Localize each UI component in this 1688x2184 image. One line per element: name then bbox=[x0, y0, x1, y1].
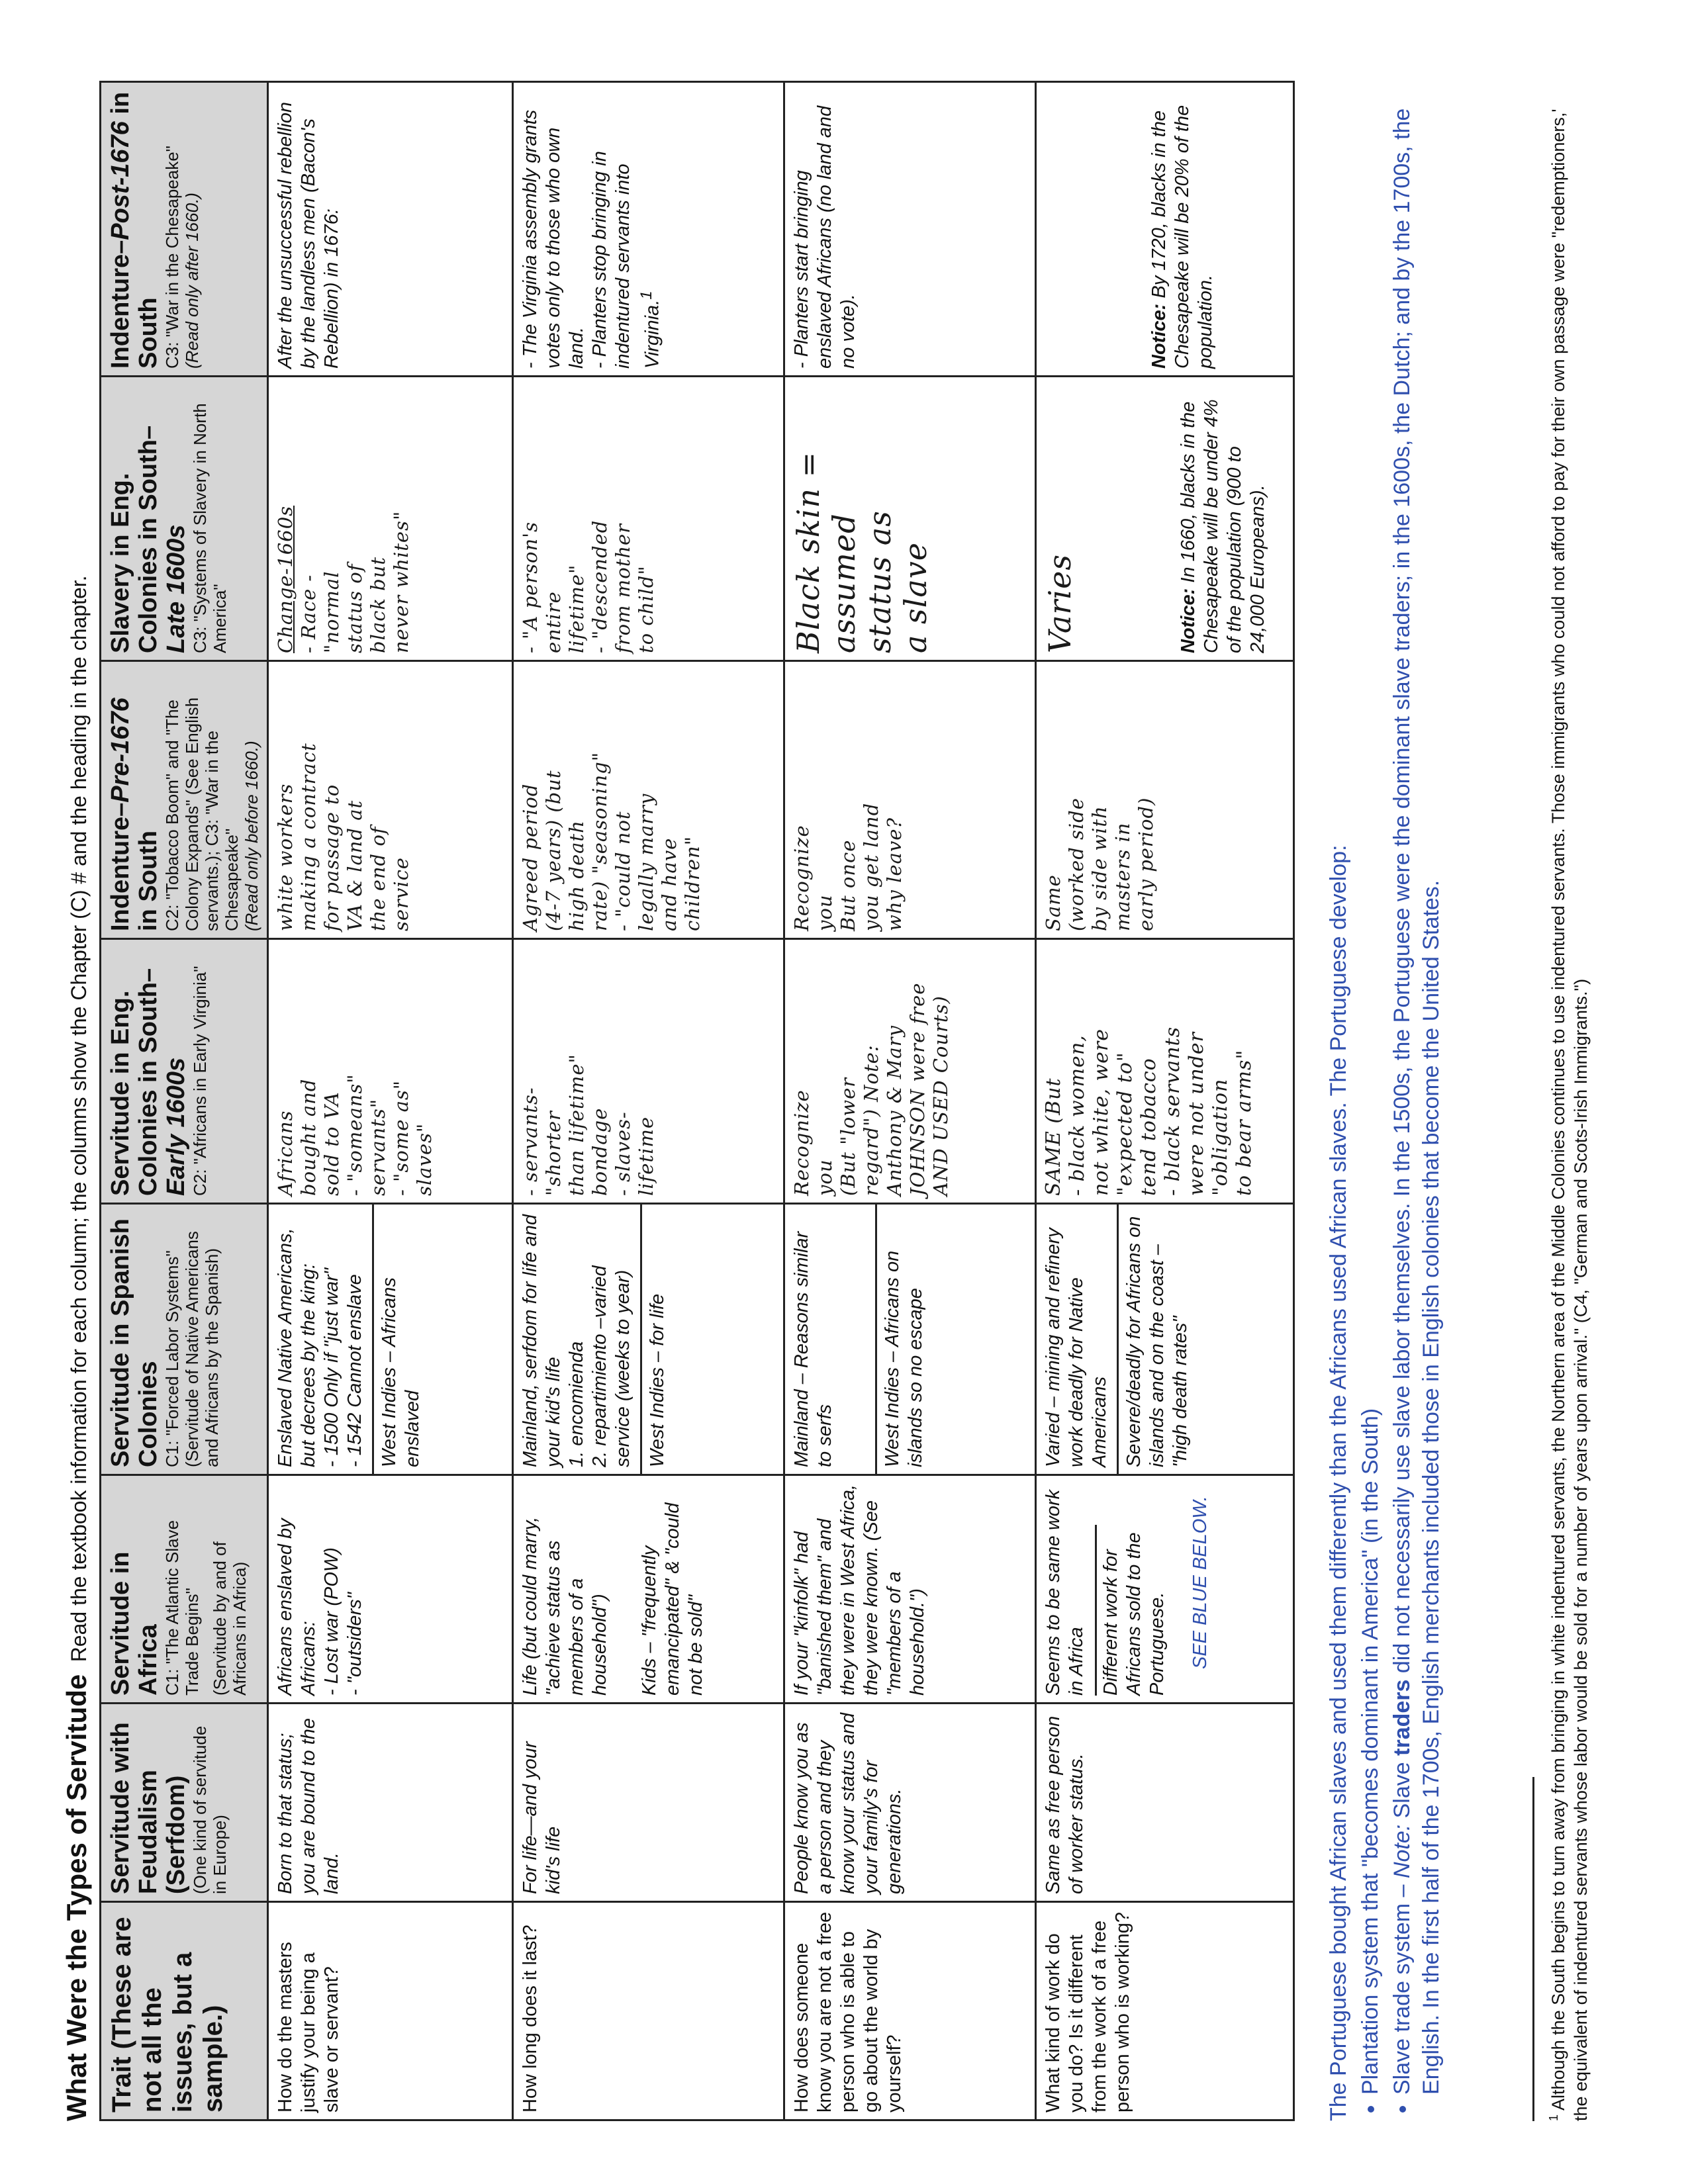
row-question: What kind of work do you do? Is it different from the work of a free person who is working? bbox=[1036, 1902, 1294, 2120]
cell-africa: If your "kinfolk" had "banished them" and they were in West Africa, they were known. (See "members of a household.") bbox=[784, 1475, 1036, 1704]
row-question: How does someone know you are not a free person who is able to go about the world by yourself? bbox=[784, 1902, 1036, 2120]
row-question: How do the masters justify your being a slave or servant? bbox=[268, 1902, 513, 2120]
cell-pre-handwritten: Recognize you But once you get land why leave? bbox=[784, 661, 1036, 939]
cell-spanish: Enslaved Native Americans, but decrees by the king: - 1500 Only if "just war" - 1542 Cannot enslave West Indies – Africans enslaved bbox=[268, 1204, 513, 1475]
cell-post: After the unsuccessful rebellion by the landless men (Bacon's Rebellion) in 1676: bbox=[268, 82, 513, 377]
cell-late: Varies Notice: In 1660, blacks in the Chesapeake will be under 4% of the population (900 to 24,000 Europeans). bbox=[1036, 377, 1294, 661]
notes-intro: The Portuguese bought African slaves and used them differently than the Africans used African slaves. The Portuguese develop: bbox=[1326, 844, 1351, 2121]
header-row bbox=[101, 82, 268, 2120]
cell-pre-handwritten: white workers making a contract for passage to VA & land at the end of service bbox=[268, 661, 513, 939]
title-main: What Were the Types of Servitude bbox=[61, 1674, 92, 2121]
cell-serfdom: Born to that status; you are bound to the land. bbox=[268, 1704, 513, 1902]
header-pre: Indenture–Pre-1676 in South C2: "Tobacco Boom" and "The Colony Expands" (See English servants.); C3: "War in the Chesapeake" (Read only before 1660.) bbox=[101, 661, 268, 939]
footnote-divider bbox=[1532, 1777, 1534, 2121]
cell-serfdom: For life—and your kid's life bbox=[513, 1704, 784, 1902]
cell-post: Notice: By 1720, blacks in the Chesapeake will be 20% of the population. bbox=[1036, 82, 1294, 377]
cell-post: - Planters start bringing enslaved Africans (no land and no vote). bbox=[784, 82, 1036, 377]
cell-early-handwritten: Recognize you (But "lower regard") Note: Anthony & Mary JOHNSON were free AND USED Courts) bbox=[784, 939, 1036, 1204]
table-row bbox=[1036, 82, 1294, 2120]
header-africa: Servitude in Africa C1: "The Atlantic Slave Trade Begins" (Servitude by and of Africans in Africa) bbox=[101, 1475, 268, 1704]
cell-africa: Africans enslaved by Africans: - Lost war (POW) - "outsiders" bbox=[268, 1475, 513, 1704]
cell-late-handwritten: Black skin = assumed status as a slave bbox=[784, 377, 1036, 661]
cell-pre-handwritten: Same (worked side by side with masters in early period) bbox=[1036, 661, 1294, 939]
notes-bullet-slave-trade: • Slave trade system – Note: Slave traders did not necessarily use slave labor themselves. In the 1500s, the Portuguese were the dominant slave traders; in the 1600s, the Dutch; and by the 1700s, the English. In the first half of the 1700s, English merchants included those in English colonies that become the United States. bbox=[1387, 76, 1446, 2095]
header-late: Slavery in Eng. Colonies in South–Late 1600s C3: "Systems of Slavery in North America" bbox=[101, 377, 268, 661]
cell-serfdom: People know you as a person and they know your status and your family's for generations. bbox=[784, 1704, 1036, 1902]
table-row bbox=[784, 82, 1036, 2120]
cell-africa: Life (but could marry, "achieve status as members of a household") Kids – "frequently emancipated" & "could not be sold" bbox=[513, 1475, 784, 1704]
title-instructions: Read the textbook information for each column; the columns show the Chapter (C) # and the heading in the chapter. bbox=[67, 575, 91, 1662]
footnote: $^1$ Although the South begins to turn away from bringing in white indentured servants, the Northern area of the Middle Colonies continues to use indentured servants. Those immigrants who could not afford to pay for their own passage were "redemptioners,' the equivalent of indentured servants whose labor would be sold for a number of years upon arrival." (C4, "German and Scots-Irish Immigrants.") bbox=[1547, 109, 1591, 2121]
portuguese-notes bbox=[1324, 76, 1448, 2121]
header-post: Indenture–Post-1676 in South C3: "War in the Chesapeake" (Read only after 1660.) bbox=[101, 82, 268, 377]
header-trait: Trait (These are not all the issues, but a sample.) bbox=[101, 1902, 268, 2120]
cell-pre-handwritten: Agreed period (4-7 years) (but high death rate) "seasoning" - "could not legally marry and have children" bbox=[513, 661, 784, 939]
notes-bullet-plantation: • Plantation system that "becomes dominant in America" (in the South) bbox=[1356, 76, 1385, 2095]
cell-africa: Seems to be same work in Africa Different work for Africans sold to the Portuguese. SEE BLUE BELOW. bbox=[1036, 1475, 1294, 1704]
servitude-table bbox=[99, 81, 1295, 2121]
cell-spanish: Mainland – Reasons similar to serfs West Indies – Africans on islands so no escape bbox=[784, 1204, 1036, 1475]
cell-early-handwritten: - servants- "shorter than lifetime" bondage - slaves- lifetime bbox=[513, 939, 784, 1204]
table-row bbox=[513, 82, 784, 2120]
header-serfdom: Servitude with Feudalism (Serfdom) (One kind of servitude in Europe) bbox=[101, 1704, 268, 1902]
cell-early-handwritten: Africans bought and sold to VA - "someans" servants" - "some as" slaves" bbox=[268, 939, 513, 1204]
header-early: Servitude in Eng. Colonies in South–Early 1600s C2: "Africans in Early Virginia" bbox=[101, 939, 268, 1204]
cell-spanish: Varied – mining and refinery work deadly for Native Americans Severe/deadly for Africans on islands and on the coast – "high death rates" bbox=[1036, 1204, 1294, 1475]
cell-serfdom: Same as free person of worker status. bbox=[1036, 1704, 1294, 1902]
worksheet-title bbox=[61, 83, 93, 2121]
row-question: How long does it last? bbox=[513, 1902, 784, 2120]
table-row bbox=[268, 82, 513, 2120]
cell-post: - The Virginia assembly grants votes only to those who own land. - Planters stop bringing in indentured servants into Virginia.$^1$ bbox=[513, 82, 784, 377]
cell-early-handwritten: SAME (But - black women, not white, were "expected to" tend tobacco - black servants were not under "obligation to bear arms" bbox=[1036, 939, 1294, 1204]
cell-spanish: Mainland, serfdom for life and your kid's life 1. encomienda 2. repartimiento –varied service (weeks to year) West Indies – for life bbox=[513, 1204, 784, 1475]
cell-late-handwritten: - "A person's entire lifetime" - "descended from mother to child" bbox=[513, 377, 784, 661]
cell-late-handwritten: Change-1660s - Race - "normal status of black but never whites" bbox=[268, 377, 513, 661]
header-spanish: Servitude in Spanish Colonies C1: "Forced Labor Systems" (Servitude of Native Americans and Africans by the Spanish) bbox=[101, 1204, 268, 1475]
